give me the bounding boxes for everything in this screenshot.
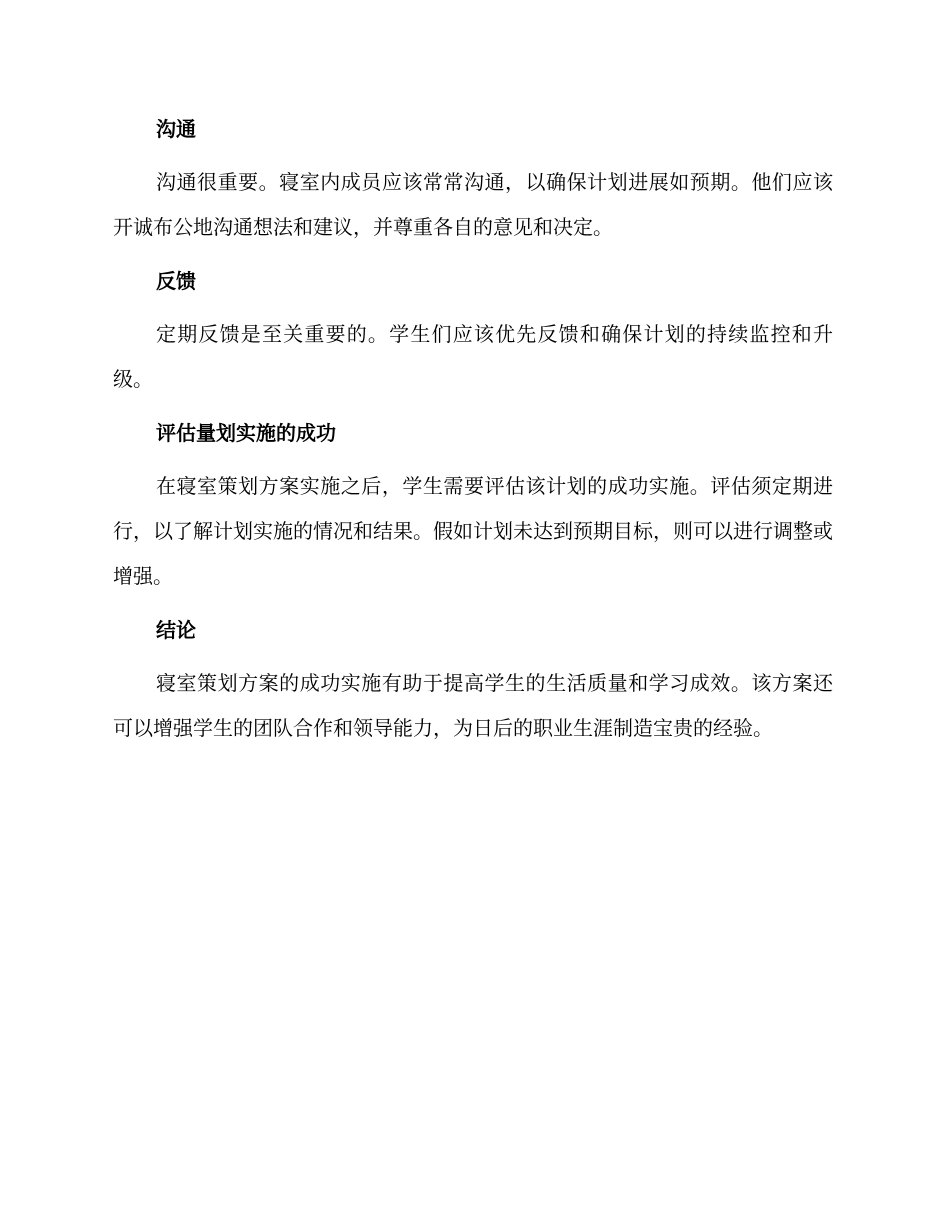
section-paragraph-evaluation: 在寝室策划方案实施之后，学生需要评估该计划的成功实施。评估须定期进行，以了解计划实施的情况和结果。假如计划未达到预期目标，则可以进行调整或增强。 (113, 474, 833, 588)
section-heading-evaluation: 评估量划实施的成功 (156, 421, 336, 445)
section-paragraph-communication: 沟通很重要。寝室内成员应该常常沟通，以确保计划进展如预期。他们应该开诚布公地沟通想法和建议，并尊重各自的意见和决定。 (113, 170, 833, 239)
section-paragraph-feedback: 定期反馈是至关重要的。学生们应该优先反馈和确保计划的持续监控和升级。 (113, 322, 833, 391)
section-heading-communication: 沟通 (156, 117, 196, 141)
section-heading-conclusion: 结论 (156, 618, 196, 642)
section-heading-feedback: 反馈 (156, 269, 196, 293)
document-body (113, 112, 833, 751)
section-paragraph-conclusion: 寝室策划方案的成功实施有助于提高学生的生活质量和学习成效。该方案还可以增强学生的团队合作和领导能力，为日后的职业生涯制造宝贵的经验。 (113, 671, 833, 740)
